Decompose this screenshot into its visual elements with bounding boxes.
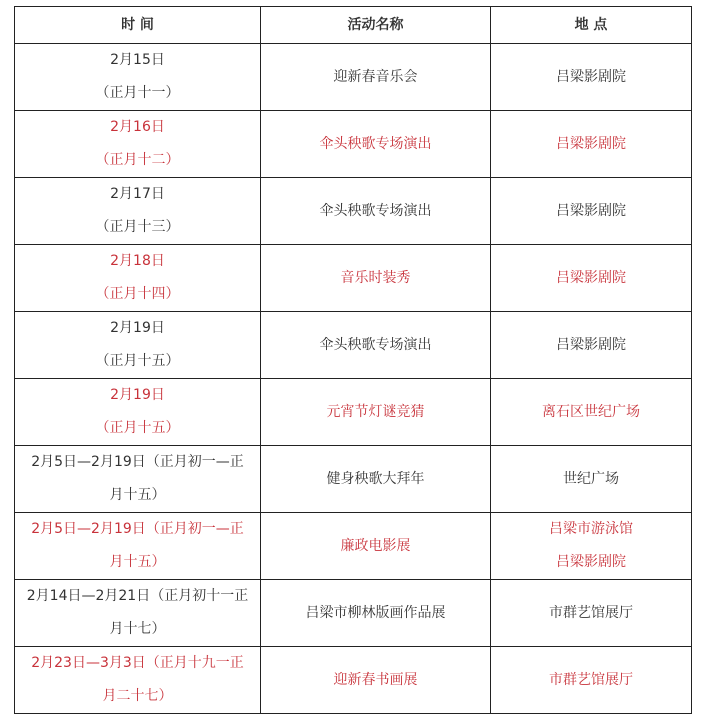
header-row: [15, 7, 692, 44]
event-name-cell-line: 迎新春音乐会: [333, 68, 418, 85]
event-name-cell: [261, 312, 491, 379]
table-row: [15, 111, 692, 178]
place-cell: [491, 446, 692, 513]
time-cell-line: 2月15日: [110, 52, 165, 68]
time-cell: [15, 513, 261, 580]
table-row: [15, 44, 692, 111]
table-row: [15, 647, 692, 714]
time-cell: [15, 44, 261, 111]
table-row: [15, 379, 692, 446]
event-name-cell: [261, 178, 491, 245]
event-name-cell-line: 伞头秧歌专场演出: [319, 336, 432, 353]
table-header: [15, 7, 692, 44]
table-row: [15, 513, 692, 580]
event-name-cell: [261, 379, 491, 446]
place-cell-line: 离石区世纪广场: [542, 403, 640, 420]
event-name-cell: [261, 111, 491, 178]
time-cell-line: （正月十二）: [95, 152, 180, 168]
place-cell-line: 吕梁影剧院: [556, 202, 626, 219]
time-cell-line: （正月十五）: [95, 420, 180, 436]
table-body: [15, 44, 692, 714]
place-cell-line: 吕梁影剧院: [556, 554, 626, 570]
header-place: 地 点: [491, 7, 692, 44]
time-cell-line: （正月十一）: [95, 85, 180, 101]
time-cell-line: （正月十五）: [95, 353, 180, 369]
event-name-cell: [261, 245, 491, 312]
place-cell: [491, 580, 692, 647]
time-cell-line: 2月5日—2月19日（正月初一—正: [31, 521, 244, 537]
time-cell: [15, 111, 261, 178]
time-cell-line: 2月5日—2月19日（正月初一—正: [31, 454, 244, 470]
place-cell-line: 吕梁影剧院: [556, 68, 626, 85]
time-cell-line: 月二十七）: [102, 688, 173, 704]
event-name-cell-line: 迎新春书画展: [333, 671, 418, 688]
event-name-cell-line: 伞头秧歌专场演出: [319, 135, 432, 152]
time-cell: [15, 446, 261, 513]
schedule-table: [14, 6, 692, 714]
place-cell: [491, 178, 692, 245]
place-cell: [491, 647, 692, 714]
place-cell-line: 吕梁影剧院: [556, 135, 626, 152]
header-time: 时 间: [15, 7, 261, 44]
place-cell-line: 吕梁影剧院: [556, 269, 626, 286]
table-row: [15, 580, 692, 647]
event-name-cell-line: 健身秧歌大拜年: [326, 470, 425, 487]
event-name-cell-line: 廉政电影展: [340, 537, 411, 554]
place-cell: [491, 513, 692, 580]
event-name-cell-line: 音乐时装秀: [340, 269, 411, 286]
place-cell-line: 市群艺馆展厅: [549, 671, 633, 688]
event-name-cell: [261, 44, 491, 111]
place-cell-line: 世纪广场: [563, 470, 619, 487]
event-name-cell-line: 吕梁市柳林版画作品展: [305, 604, 446, 621]
place-cell: [491, 245, 692, 312]
event-name-cell: [261, 513, 491, 580]
time-cell: [15, 379, 261, 446]
time-cell: [15, 245, 261, 312]
place-cell-line: 市群艺馆展厅: [549, 604, 633, 621]
table-row: [15, 245, 692, 312]
place-cell: [491, 44, 692, 111]
event-name-cell-line: 元宵节灯谜竞猜: [326, 403, 425, 420]
event-name-cell: [261, 647, 491, 714]
time-cell: [15, 178, 261, 245]
event-name-cell: [261, 580, 491, 647]
place-cell-line: 吕梁影剧院: [556, 336, 626, 353]
time-cell-line: （正月十四）: [95, 286, 180, 302]
time-cell-line: 2月23日—3月3日（正月十九一正: [31, 655, 244, 671]
place-cell-line: 吕梁市游泳馆: [549, 521, 633, 537]
event-name-cell: [261, 446, 491, 513]
time-cell-line: 2月19日: [110, 320, 165, 336]
time-cell-line: 2月17日: [110, 186, 165, 202]
table-row: [15, 446, 692, 513]
time-cell: [15, 580, 261, 647]
time-cell-line: 2月19日: [110, 387, 165, 403]
time-cell: [15, 647, 261, 714]
table-row: [15, 312, 692, 379]
time-cell: [15, 312, 261, 379]
time-cell-line: 月十五）: [109, 487, 166, 503]
time-cell-line: 2月16日: [110, 119, 165, 135]
event-name-cell-line: 伞头秧歌专场演出: [319, 202, 432, 219]
place-cell: [491, 379, 692, 446]
table-row: [15, 178, 692, 245]
time-cell-line: 月十五）: [109, 554, 166, 570]
time-cell-line: 月十七）: [109, 621, 166, 637]
place-cell: [491, 312, 692, 379]
time-cell-line: （正月十三）: [95, 219, 180, 235]
header-event-name: 活动名称: [261, 7, 491, 44]
time-cell-line: 2月18日: [110, 253, 165, 269]
time-cell-line: 2月14日—2月21日（正月初十一正: [26, 588, 249, 604]
place-cell: [491, 111, 692, 178]
